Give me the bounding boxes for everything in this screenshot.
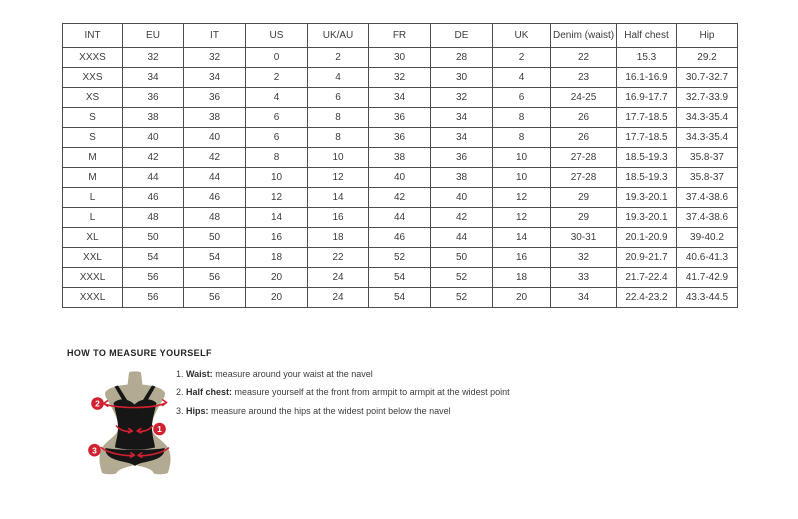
size-cell: 36 (369, 108, 431, 128)
size-cell: 48 (123, 208, 184, 228)
column-header: UK (493, 24, 551, 48)
size-cell: 4 (493, 68, 551, 88)
measure-section-title: HOW TO MEASURE YOURSELF (67, 348, 212, 358)
svg-text:3: 3 (92, 445, 97, 456)
size-cell: 10 (493, 168, 551, 188)
table-row (63, 148, 738, 168)
size-cell: 32.7-33.9 (677, 88, 738, 108)
size-cell: 23 (551, 68, 617, 88)
size-cell: 20 (246, 288, 308, 308)
size-cell: 15.3 (617, 48, 677, 68)
size-cell: 56 (123, 288, 184, 308)
size-cell: 38 (369, 148, 431, 168)
size-cell: 32 (431, 88, 493, 108)
size-cell: 40.6-41.3 (677, 248, 738, 268)
size-cell: 54 (369, 288, 431, 308)
chest-marker (91, 397, 104, 410)
size-cell: 38 (123, 108, 184, 128)
size-cell: 2 (308, 48, 369, 68)
size-cell: 14 (308, 188, 369, 208)
size-cell: 28 (431, 48, 493, 68)
size-cell: 40 (184, 128, 246, 148)
size-cell: 35.8-37 (677, 168, 738, 188)
size-cell: 40 (123, 128, 184, 148)
size-cell: 37.4-38.6 (677, 188, 738, 208)
size-cell: 44 (369, 208, 431, 228)
size-cell: 32 (123, 48, 184, 68)
size-cell: 22.4-23.2 (617, 288, 677, 308)
size-cell: 35.8-37 (677, 148, 738, 168)
measure-step: 3. Hips: measure around the hips at the widest point below the navel (176, 405, 451, 416)
size-cell: 40 (369, 168, 431, 188)
measure-step: 1. Waist: measure around your waist at the navel (176, 369, 373, 379)
size-cell: 52 (431, 268, 493, 288)
column-header: Hip (677, 24, 738, 48)
size-cell: 29 (551, 188, 617, 208)
column-header: Denim (waist) (551, 24, 617, 48)
size-cell: 19.3-20.1 (617, 188, 677, 208)
size-cell: 16 (308, 208, 369, 228)
size-cell: 2 (493, 48, 551, 68)
size-cell: 36 (184, 88, 246, 108)
size-cell: 40 (431, 188, 493, 208)
size-cell: 8 (308, 128, 369, 148)
size-cell: 52 (369, 248, 431, 268)
size-cell: 42 (369, 188, 431, 208)
size-cell: M (63, 148, 123, 168)
size-cell: XXXS (63, 48, 123, 68)
table-row (63, 268, 738, 288)
size-cell: 12 (493, 188, 551, 208)
column-header: FR (369, 24, 431, 48)
size-cell: 32 (184, 48, 246, 68)
size-cell: 18.5-19.3 (617, 168, 677, 188)
size-cell: XXL (63, 248, 123, 268)
size-cell: 29.2 (677, 48, 738, 68)
size-cell: 10 (308, 148, 369, 168)
table-row (63, 48, 738, 68)
size-cell: 18 (308, 228, 369, 248)
size-cell: 4 (308, 68, 369, 88)
size-cell: 44 (123, 168, 184, 188)
size-cell: 22 (551, 48, 617, 68)
measure-steps (176, 369, 510, 424)
size-cell: 36 (369, 128, 431, 148)
size-cell: 20.9-21.7 (617, 248, 677, 268)
size-cell: 30.7-32.7 (677, 68, 738, 88)
size-cell: 24-25 (551, 88, 617, 108)
column-header: IT (184, 24, 246, 48)
waist-marker (153, 423, 166, 436)
table-row (63, 68, 738, 88)
size-cell: 50 (123, 228, 184, 248)
size-cell: 54 (184, 248, 246, 268)
size-cell: 46 (184, 188, 246, 208)
size-table (62, 23, 738, 308)
size-cell: 0 (246, 48, 308, 68)
size-cell: 27-28 (551, 168, 617, 188)
size-cell: S (63, 108, 123, 128)
size-cell: 34 (551, 288, 617, 308)
size-cell: 36 (431, 148, 493, 168)
hips-marker (88, 444, 101, 457)
size-cell: 42 (431, 208, 493, 228)
size-cell: 8 (493, 128, 551, 148)
svg-text:1: 1 (157, 424, 162, 435)
size-cell: 37.4-38.6 (677, 208, 738, 228)
size-cell: 30-31 (551, 228, 617, 248)
size-cell: XXXL (63, 288, 123, 308)
size-cell: XL (63, 228, 123, 248)
size-cell: 44 (184, 168, 246, 188)
size-cell: 36 (123, 88, 184, 108)
size-cell: 54 (123, 248, 184, 268)
column-header: Half chest (617, 24, 677, 48)
size-cell: 4 (246, 88, 308, 108)
size-cell: 12 (308, 168, 369, 188)
table-row (63, 228, 738, 248)
size-table-body (63, 48, 738, 308)
size-cell: 34 (431, 128, 493, 148)
table-row (63, 128, 738, 148)
size-cell: 12 (493, 208, 551, 228)
column-header: UK/AU (308, 24, 369, 48)
table-row (63, 208, 738, 228)
size-cell: 10 (246, 168, 308, 188)
size-cell: 8 (493, 108, 551, 128)
size-cell: 24 (308, 288, 369, 308)
column-header: INT (63, 24, 123, 48)
table-row (63, 188, 738, 208)
size-cell: 42 (184, 148, 246, 168)
size-cell: 18 (246, 248, 308, 268)
size-cell: 30 (369, 48, 431, 68)
size-cell: 6 (308, 88, 369, 108)
size-cell: XS (63, 88, 123, 108)
size-cell: 6 (246, 108, 308, 128)
column-header: EU (123, 24, 184, 48)
table-row (63, 248, 738, 268)
size-cell: 34.3-35.4 (677, 128, 738, 148)
table-row (63, 168, 738, 188)
size-cell: 14 (246, 208, 308, 228)
size-cell: 46 (123, 188, 184, 208)
size-cell: 2 (246, 68, 308, 88)
size-cell: 41.7-42.9 (677, 268, 738, 288)
size-cell: 56 (123, 268, 184, 288)
size-cell: 34 (123, 68, 184, 88)
size-cell: S (63, 128, 123, 148)
size-cell: 17.7-18.5 (617, 108, 677, 128)
size-cell: 38 (431, 168, 493, 188)
size-cell: 32 (551, 248, 617, 268)
measure-step: 2. Half chest: measure yourself at the front from armpit to armpit at the widest point (176, 387, 510, 398)
size-cell: 46 (369, 228, 431, 248)
column-header: US (246, 24, 308, 48)
size-cell: 26 (551, 108, 617, 128)
size-cell: 52 (431, 288, 493, 308)
size-cell: 44 (431, 228, 493, 248)
size-cell: 22 (308, 248, 369, 268)
size-cell: 16.9-17.7 (617, 88, 677, 108)
size-table-container (62, 23, 737, 308)
size-cell: 50 (431, 248, 493, 268)
size-cell: XXXL (63, 268, 123, 288)
size-cell: 18.5-19.3 (617, 148, 677, 168)
size-cell: 10 (493, 148, 551, 168)
size-cell: 43.3-44.5 (677, 288, 738, 308)
size-cell: 34 (184, 68, 246, 88)
size-cell: M (63, 168, 123, 188)
svg-text:2: 2 (95, 398, 100, 409)
measurement-figure (85, 370, 185, 510)
size-cell: 12 (246, 188, 308, 208)
size-cell: 20 (246, 268, 308, 288)
size-cell: 56 (184, 288, 246, 308)
size-cell: 8 (308, 108, 369, 128)
size-cell: 14 (493, 228, 551, 248)
size-cell: 54 (369, 268, 431, 288)
size-cell: 17.7-18.5 (617, 128, 677, 148)
measurement-figure-container (85, 370, 185, 510)
size-cell: 6 (246, 128, 308, 148)
size-cell: 21.7-22.4 (617, 268, 677, 288)
size-cell: 6 (493, 88, 551, 108)
size-cell: 27-28 (551, 148, 617, 168)
column-header: DE (431, 24, 493, 48)
size-cell: 20.1-20.9 (617, 228, 677, 248)
size-cell: 30 (431, 68, 493, 88)
size-cell: XXS (63, 68, 123, 88)
size-cell: 39-40.2 (677, 228, 738, 248)
size-cell: 34 (431, 108, 493, 128)
size-cell: 50 (184, 228, 246, 248)
size-cell: 42 (123, 148, 184, 168)
size-cell: 29 (551, 208, 617, 228)
size-cell: 16 (246, 228, 308, 248)
size-cell: 24 (308, 268, 369, 288)
size-cell: 34.3-35.4 (677, 108, 738, 128)
size-cell: 20 (493, 288, 551, 308)
size-cell: 56 (184, 268, 246, 288)
size-cell: 8 (246, 148, 308, 168)
size-cell: L (63, 208, 123, 228)
table-row (63, 288, 738, 308)
size-cell: 38 (184, 108, 246, 128)
size-table-header-row (63, 24, 738, 48)
size-cell: L (63, 188, 123, 208)
size-cell: 26 (551, 128, 617, 148)
table-row (63, 88, 738, 108)
size-cell: 16.1-16.9 (617, 68, 677, 88)
table-row (63, 108, 738, 128)
size-cell: 48 (184, 208, 246, 228)
size-cell: 34 (369, 88, 431, 108)
size-cell: 16 (493, 248, 551, 268)
size-cell: 32 (369, 68, 431, 88)
size-cell: 19.3-20.1 (617, 208, 677, 228)
size-cell: 18 (493, 268, 551, 288)
size-cell: 33 (551, 268, 617, 288)
